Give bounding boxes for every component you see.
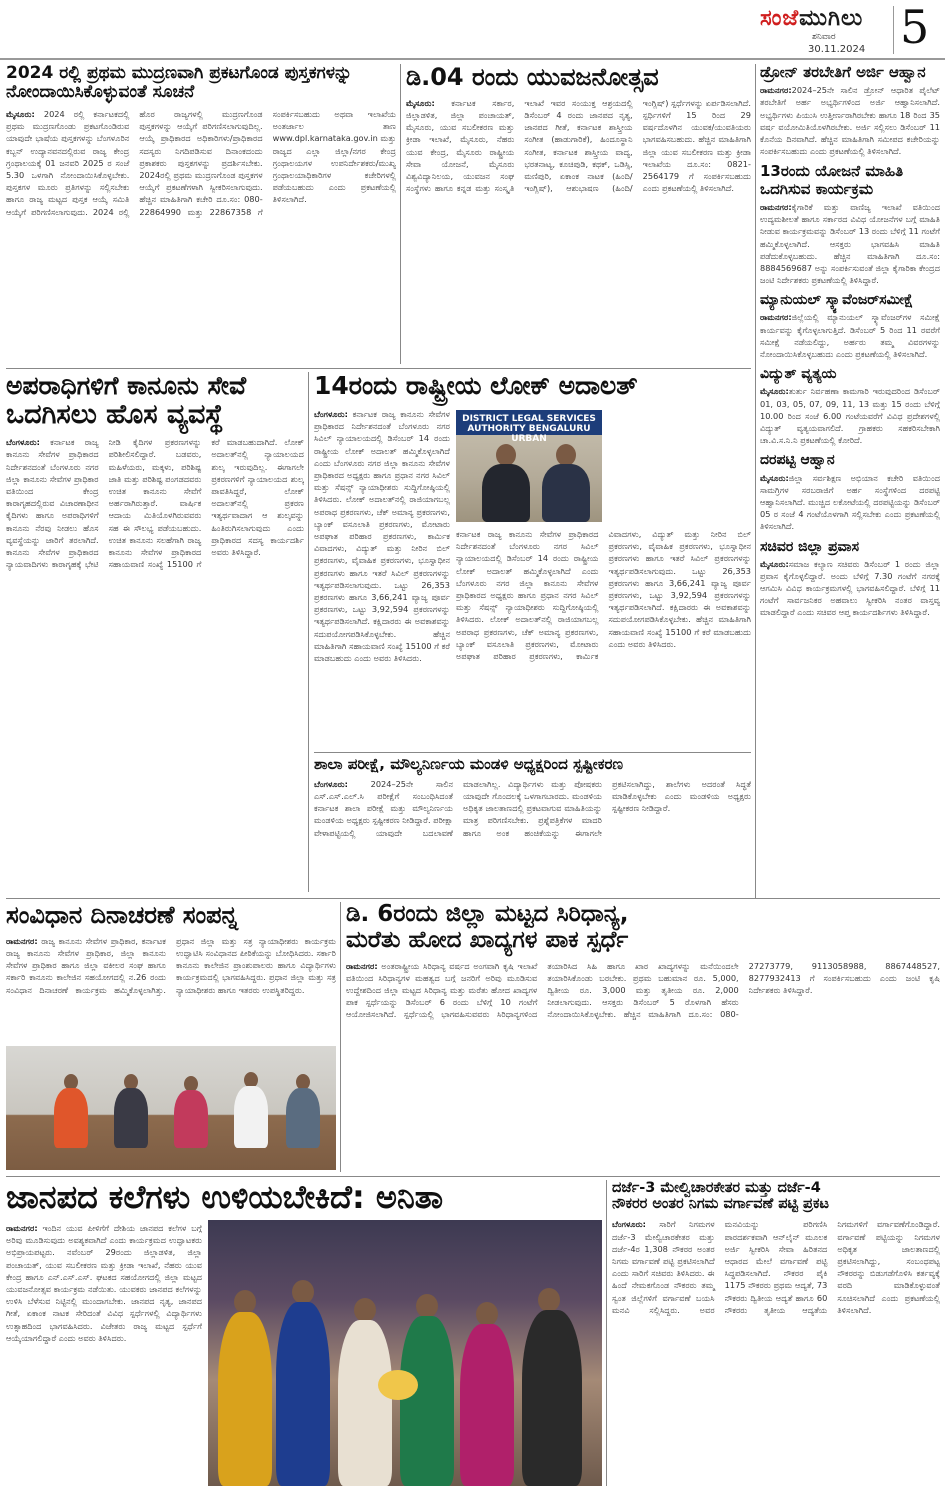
body-text: ಸಾರಿಗೆ ನಿಗಮಗಳ ದರ್ಜೆ-3 ಮೇಲ್ವಿಚಾರಕೇತರ ಮತ್ತು ದರ್ಜೆ-4ರ 1,308 ನೌಕರರ ಅಂತರ ನಿಗಮ ವರ್ಗಾವಣೆ ಪಟ್ಟಿ ಪ್ರಕಟಿಸಲಾಗಿದೆ ಎಂದು ಸಾರಿಗೆ ಸಚಿವರು ತಿಳಿಸಿದರು. ಈ ಹಿಂದೆ ನೇಮಕಗೊಂಡ ನೌಕರರು ತಮ್ಮ ಸ್ವಂತ ಜಿಲ್ಲೆಗಳಿಗೆ ವರ್ಗಾವಣೆ ಬಯಸಿ ಮನವಿ ಸಲ್ಲಿಸಿದ್ದರು. ಅವರ ಮನವಿಯನ್ನು ಪರಿಗಣಿಸಿ ಪಾರದರ್ಶಕವಾಗಿ ಆನ್‌ಲೈನ್ ಮೂಲಕ ಅರ್ಜಿ ಸ್ವೀಕರಿಸಿ ಸೇವಾ ಹಿರಿತನದ ಆಧಾರದ ಮೇಲೆ ವರ್ಗಾವಣೆ ಪಟ್ಟಿ ಸಿದ್ಧಪಡಿಸಲಾಗಿದೆ. ನೌಕರರ ಪೈಕಿ 1175 ನೌಕರರು ಪ್ರಥಮ ಆದ್ಯತೆ, 73 ನೌಕರರು ದ್ವಿತೀಯ ಆದ್ಯತೆ ಹಾಗೂ 60 ನೌಕರರು ತೃತೀಯ ಆದ್ಯತೆಯ ನಿಗಮಗಳಿಗೆ ವರ್ಗಾವಣೆಗೊಂಡಿದ್ದಾರೆ. ವರ್ಗಾವಣೆ ಪಟ್ಟಿಯನ್ನು ನಿಗಮಗಳ ಅಧಿಕೃತ ಜಾಲತಾಣದಲ್ಲಿ ಪ್ರಕಟಿಸಲಾಗಿದ್ದು, ಸಂಬಂಧಪಟ್ಟ ನೌಕರರನ್ನು ಬಿಡುಗಡೆಗೊಳಿಸಿ ಕರ್ತವ್ಯಕ್ಕೆ ವರದಿ ಮಾಡಿಕೊಳ್ಳುವಂತೆ ಸೂಚಿಸಲಾಗಿದೆ ಎಂದು ಪ್ರಕಟಣೆಯಲ್ಲಿ ತಿಳಿಸಲಾಗಿದೆ.: [612, 1219, 940, 1315]
person-head: [496, 444, 516, 466]
dateline: ಬೆಂಗಳೂರು:: [314, 409, 348, 419]
person-head: [538, 1288, 560, 1312]
dateline: ಮೈಸೂರು:: [406, 97, 435, 108]
sidebar-body: ರಾಮನಗರ:ಕೈಗಾರಿಕೆ ಮತ್ತು ವಾಣಿಜ್ಯ ಇಲಾಖೆ ವತಿಯಿಂದ ಉದ್ಯಮಶೀಲತೆ ಹಾಗೂ ಸರ್ಕಾರದ ವಿವಿಧ ಯೋಜನೆಗಳ ಬಗ್ಗೆ ಮಾಹಿತಿ ನೀಡುವ ಕಾರ್ಯಕ್ರಮವನ್ನು ಡಿಸೆಂಬರ್ 13 ರಂದು ಬೆಳಿಗ್ಗೆ 11 ಗಂಟೆಗೆ ಹಮ್ಮಿಕೊಳ್ಳಲಾಗಿದೆ. ಆಸಕ್ತರು ಭಾಗವಹಿಸಿ ಮಾಹಿತಿ ಪಡೆದುಕೊಳ್ಳಬಹುದು. ಹೆಚ್ಚಿನ ಮಾಹಿತಿಗಾಗಿ ದೂ.ಸಂ: 8884569687 ಅನ್ನು ಸಂಪರ್ಕಿಸುವಂತೆ ಜಿಲ್ಲಾ ಕೈಗಾರಿಕಾ ಕೇಂದ್ರದ ಜಂಟಿ ನಿರ್ದೇಶಕರು ಪ್ರಕಟಣೆಯಲ್ಲಿ ತಿಳಿಸಿದ್ದಾರೆ.: [760, 201, 940, 286]
article-body: [406, 97, 751, 357]
person-body: [174, 1090, 208, 1148]
headline-line-1: ಡಿ. 6ರಂದು ಜಿಲ್ಲಾ ಮಟ್ಟದ ಸಿರಿಧಾನ್ಯ,: [346, 902, 629, 927]
dateline: ಬೆಂಗಳೂರು:: [6, 437, 40, 448]
body-text: ರಾಜ್ಯ ಕಾನೂನು ಸೇವೆಗಳ ಪ್ರಾಧಿಕಾರ, ಕರ್ನಾಟಕ ರಾಜ್ಯ ಕಾನೂನು ಸೇವೆಗಳ ಪ್ರಾಧಿಕಾರ, ಜಿಲ್ಲಾ ಕಾನೂನು ಸೇವೆಗಳ ಪ್ರಾಧಿಕಾರ ಹಾಗೂ ಜಿಲ್ಲಾ ವಕೀಲರ ಸಂಘ ಹಾಗೂ ಸರ್ಕಾರಿ ಕಾನೂನು ಕಾಲೇಜಿನ ಸಹಯೋಗದಲ್ಲಿ ನ.26 ರಂದು ಸಂವಿಧಾನ ದಿನಾಚರಣೆ ಕಾರ್ಯಕ್ರಮ ಹಮ್ಮಿಕೊಳ್ಳಲಾಗಿತ್ತು. ಪ್ರಧಾನ ಜಿಲ್ಲಾ ಮತ್ತು ಸತ್ರ ನ್ಯಾಯಾಧೀಶರು ಕಾರ್ಯಕ್ರಮ ಉದ್ಘಾಟಿಸಿ ಸಂವಿಧಾನದ ಪೀಠಿಕೆಯನ್ನು ಬೋಧಿಸಿದರು. ಸರ್ಕಾರಿ ಕಾನೂನು ಕಾಲೇಜಿನ ಪ್ರಾಂಶುಪಾಲರು ಹಾಗೂ ವಿದ್ಯಾರ್ಥಿಗಳು ಕಾರ್ಯಕ್ರಮದಲ್ಲಿ ಭಾಗವಹಿಸಿದ್ದರು. ಪ್ರಧಾನ ಜಿಲ್ಲಾ ಮತ್ತು ಸತ್ರ ನ್ಯಾಯಾಧೀಶರು ಹಾಗೂ ಇತರರು ಉಪಸ್ಥಿತರಿದ್ದರು.: [6, 935, 336, 995]
constitution-day-photo: [6, 1046, 336, 1170]
body-text: 2024–25ನೇ ಸಾಲಿನ ಎಸ್.ಎಸ್.ಎಲ್.ಸಿ ಪರೀಕ್ಷೆಗೆ ಸಂಬಂಧಿಸಿದಂತೆ ಕರ್ನಾಟಕ ಶಾಲಾ ಪರೀಕ್ಷೆ ಮತ್ತು ಮೌಲ್ಯನಿರ್ಣಯ ಮಂಡಳಿಯ ಅಧ್ಯಕ್ಷರು ಸ್ಪಷ್ಟೀಕರಣ ನೀಡಿದ್ದಾರೆ. ಪರೀಕ್ಷಾ ವೇಳಾಪಟ್ಟಿಯಲ್ಲಿ ಯಾವುದೇ ಬದಲಾವಣೆ ಮಾಡಲಾಗಿಲ್ಲ. ವಿದ್ಯಾರ್ಥಿಗಳು ಮತ್ತು ಪೋಷಕರು ಯಾವುದೇ ಗೊಂದಲಕ್ಕೆ ಒಳಗಾಗಬಾರದು. ಮಂಡಳಿಯ ಅಧಿಕೃತ ಜಾಲತಾಣದಲ್ಲಿ ಪ್ರಕಟವಾಗುವ ಮಾಹಿತಿಯನ್ನು ಮಾತ್ರ ಪರಿಗಣಿಸಬೇಕು. ಪ್ರಶ್ನೆಪತ್ರಿಕೆಗಳ ಮಾದರಿ ಹಾಗೂ ಅಂಕ ಹಂಚಿಕೆಯನ್ನು ಈಗಾಗಲೇ ಪ್ರಕಟಿಸಲಾಗಿದ್ದು, ಶಾಲೆಗಳು ಅದರಂತೆ ಸಿದ್ಧತೆ ಮಾಡಿಕೊಳ್ಳಬೇಕು ಎಂದು ಮಂಡಳಿಯ ಅಧ್ಯಕ್ಷರು ಸ್ಪಷ್ಟೀಕರಣ ನೀಡಿದ್ದಾರೆ.: [314, 778, 751, 838]
sidebar-body: ರಾಮನಗರ:2024–25ನೇ ಸಾಲಿನ ಡ್ರೋನ್ ಆಧಾರಿತ ಪೈಲೆಟ್ ತರಬೇತಿಗೆ ಅರ್ಹ ಅಭ್ಯರ್ಥಿಗಳಿಂದ ಅರ್ಜಿ ಆಹ್ವಾನಿಸಲಾಗಿದೆ. ಅಭ್ಯರ್ಥಿಗಳು ಪಿಯುಸಿ ಉತ್ತೀರ್ಣರಾಗಿರಬೇಕು ಹಾಗೂ 18 ರಿಂದ 35 ವರ್ಷ ವಯೋಮಿತಿಯೊಳಗಿರಬೇಕು. ಅರ್ಜಿ ಸಲ್ಲಿಸಲು ಡಿಸೆಂಬರ್ 11 ಕೊನೆಯ ದಿನವಾಗಿದೆ. ಹೆಚ್ಚಿನ ಮಾಹಿತಿಗಾಗಿ ಸಮೀಪದ ಕಚೇರಿಯನ್ನು ಸಂಪರ್ಕಿಸಬಹುದು ಎಂದು ಪ್ರಕಟಣೆಯಲ್ಲಿ ತಿಳಿಸಲಾಗಿದೆ.: [760, 85, 940, 157]
folk-festival-photo: [208, 1220, 602, 1486]
headline-line-2: ಒದಗಿಸಲು ಹೊಸ ವ್ಯವಸ್ಥೆ: [6, 399, 224, 430]
photo-banner: DISTRICT LEGAL SERVICES AUTHORITY BENGALURU URBAN: [456, 410, 602, 435]
masthead-divider: [893, 6, 894, 54]
article-body: [6, 1222, 202, 1484]
dateline: ಬೆಂಗಳೂರು:: [314, 778, 348, 789]
sidebar-headline: 13ರಂದು ಯೋಜನೆ ಮಾಹಿತಿ ಒದಗಿಸುವ ಕಾರ್ಯಕ್ರಮ: [760, 162, 904, 198]
sidebar-headline: ಸಚಿವರ ಜಿಲ್ಲಾ ಪ್ರವಾಸ: [760, 538, 860, 555]
sidebar: [760, 64, 940, 899]
sidebar-headline: ದರಪಟ್ಟಿ ಆಹ್ವಾನ: [760, 452, 835, 469]
person-body: [286, 1088, 320, 1148]
article-body: [612, 1218, 940, 1474]
body-text: ಇಂದಿನ ಯುವ ಪೀಳಿಗೆಗೆ ದೇಶಿಯ ಜಾನಪದ ಕಲೆಗಳ ಬಗ್ಗೆ ಅರಿವು ಮೂಡಿಸುವುದು ಅವಶ್ಯಕವಾಗಿದೆ ಎಂದು ಕಾರ್ಯಕ್ರಮದ ಉದ್ಘಾಟಕರು ಅಭಿಪ್ರಾಯಪಟ್ಟರು. ನವೆಂಬರ್ 29ರಂದು ಜಿಲ್ಲಾಡಳಿತ, ಜಿಲ್ಲಾ ಪಂಚಾಯತ್, ಯುವ ಸಬಲೀಕರಣ ಮತ್ತು ಕ್ರೀಡಾ ಇಲಾಖೆ, ನೆಹರು ಯುವ ಕೇಂದ್ರ ಹಾಗೂ ಎನ್.ಎಸ್.ಎಸ್. ಘಟಕದ ಸಹಯೋಗದಲ್ಲಿ ಜಿಲ್ಲಾ ಮಟ್ಟದ ಯುವಜನೋತ್ಸವ ಕಾರ್ಯಕ್ರಮ ನಡೆಯಿತು. ಯುವಕರು ಜಾನಪದ ಕಲೆಗಳನ್ನು ಉಳಿಸಿ ಬೆಳೆಸುವ ನಿಟ್ಟಿನಲ್ಲಿ ಮುಂದಾಗಬೇಕು. ಜಾನಪದ ನೃತ್ಯ, ಜಾನಪದ ಗೀತೆ, ಏಕಾಂಕ ನಾಟಕ ಸೇರಿದಂತೆ ವಿವಿಧ ಸ್ಪರ್ಧೆಗಳಲ್ಲಿ ವಿದ್ಯಾರ್ಥಿಗಳು ಉತ್ಸಾಹದಿಂದ ಭಾಗವಹಿಸಿದರು. ವಿಜೇತರು ರಾಜ್ಯ ಮಟ್ಟದ ಸ್ಪರ್ಧೆಗೆ ಆಯ್ಕೆಯಾಗಲಿದ್ದಾರೆ ಎಂದು ಅವರು ತಿಳಿಸಿದರು.: [6, 1223, 202, 1343]
brand-part-1: ಸಂಜೆ: [760, 6, 800, 31]
article-book-registration: [6, 64, 396, 364]
person-body: [276, 1302, 330, 1486]
dateline: ರಾಮನಗರ:: [6, 935, 38, 946]
headline: 14ರಂದು ರಾಷ್ಟ್ರೀಯ ಲೋಕ್ ಅದಾಲತ್: [314, 372, 638, 400]
article-exam-board: [314, 756, 751, 894]
masthead-rule: [0, 58, 945, 60]
dateline: ಬೆಂಗಳೂರು:: [612, 1219, 646, 1230]
body-text: ಕರ್ನಾಟಕ ರಾಜ್ಯ ಕಾನೂನು ಸೇವೆಗಳ ಪ್ರಾಧಿಕಾರದ ನಿರ್ದೇಶನದಂತೆ ಬೆಂಗಳೂರು ನಗರ ಸಿವಿಲ್ ನ್ಯಾಯಾಲಯದಲ್ಲಿ ಡಿಸೆಂಬರ್ 14 ರಂದು ರಾಷ್ಟ್ರೀಯ ಲೋಕ್ ಅದಾಲತ್ ಹಮ್ಮಿಕೊಳ್ಳಲಾಗಿದೆ ಎಂದು ಬೆಂಗಳೂರು ನಗರ ಜಿಲ್ಲಾ ಕಾನೂನು ಸೇವೆಗಳ ಪ್ರಾಧಿಕಾರದ ಅಧ್ಯಕ್ಷರು ಹಾಗೂ ಪ್ರಧಾನ ನಗರ ಸಿವಿಲ್ ಮತ್ತು ಸೆಷನ್ಸ್ ನ್ಯಾಯಾಧೀಶರು ಸುದ್ದಿಗೋಷ್ಠಿಯಲ್ಲಿ ತಿಳಿಸಿದರು. ಲೋಕ್ ಅದಾಲತ್‌ನಲ್ಲಿ ರಾಜಿಯಾಗಬಲ್ಲ ಅಪರಾಧ ಪ್ರಕರಣಗಳು, ಚೆಕ್ ಅಮಾನ್ಯ ಪ್ರಕರಣಗಳು, ಬ್ಯಾಂಕ್ ವಸೂಲಾತಿ ಪ್ರಕರಣಗಳು, ಮೋಟಾರು ಅಪಘಾತ ಪರಿಹಾರ ಪ್ರಕರಣಗಳು, ಕಾರ್ಮಿಕ ವಿವಾದಗಳು, ವಿದ್ಯುತ್ ಮತ್ತು ನೀರಿನ ಬಿಲ್ ಪ್ರಕರಣಗಳು, ವೈವಾಹಿಕ ಪ್ರಕರಣಗಳು, ಭೂಸ್ವಾಧೀನ ಪ್ರಕರಣಗಳು ಹಾಗೂ ಇತರೆ ಸಿವಿಲ್ ಪ್ರಕರಣಗಳನ್ನು ಇತ್ಯರ್ಥಪಡಿಸಲಾಗುವುದು. ಒಟ್ಟು 26,353 ಪ್ರಕರಣಗಳು ಹಾಗೂ 3,66,241 ವ್ಯಾಜ್ಯ ಪೂರ್ವ ಪ್ರಕರಣಗಳು, ಒಟ್ಟು 3,92,594 ಪ್ರಕರಣಗಳನ್ನು ಇತ್ಯರ್ಥಪಡಿಸಲಾಗಿದೆ. ಕಕ್ಷಿದಾರರು ಈ ಅವಕಾಶವನ್ನು ಸದುಪಯೋಗಪಡಿಸಿಕೊಳ್ಳಬೇಕು. ಹೆಚ್ಚಿನ ಮಾಹಿತಿಗಾಗಿ ಸಹಾಯವಾಣಿ ಸಂಖ್ಯೆ 15100 ಗೆ ಕರೆ ಮಾಡಬಹುದು ಎಂದು ಅವರು ತಿಳಿಸಿದರು.: [456, 529, 751, 662]
headline-line-2: ನೌಕರರ ಅಂತರ ನಿಗಮ ವರ್ಗಾವಣೆ ಪಟ್ಟಿ ಪ್ರಕಟ: [612, 1196, 829, 1213]
issue-day: ಶನಿವಾರ: [812, 32, 836, 42]
section-rule: [6, 368, 751, 369]
section-rule: [6, 1176, 940, 1177]
page-number: 5: [900, 0, 930, 54]
dateline: ಮೈಸೂರು:: [6, 109, 35, 120]
headline: ಜಾನಪದ ಕಲೆಗಳು ಉಳಿಯಬೇಕಿದೆ: ಅನಿತಾ: [6, 1180, 444, 1216]
section-rule: [6, 898, 940, 899]
person-head: [292, 1280, 314, 1304]
sidebar-body: ಮೈಸೂರು:ಸಮಾಜ ಕಲ್ಯಾಣ ಸಚಿವರು ಡಿಸೆಂಬರ್ 1 ರಂದು ಜಿಲ್ಲಾ ಪ್ರವಾಸ ಕೈಗೊಳ್ಳಲಿದ್ದಾರೆ. ಅಂದು ಬೆಳಿಗ್ಗೆ 7.30 ಗಂಟೆಗೆ ನಗರಕ್ಕೆ ಆಗಮಿಸಿ ವಿವಿಧ ಕಾರ್ಯಕ್ರಮಗಳಲ್ಲಿ ಭಾಗವಹಿಸಲಿದ್ದಾರೆ. ಬೆಳಿಗ್ಗೆ 11 ಗಂಟೆಗೆ ಸಾರ್ವಜನಿಕರ ಅಹವಾಲು ಸ್ವೀಕರಿಸಿ ನಂತರ ವಾಸ್ತವ್ಯ ಮಾಡಲಿದ್ದಾರೆ ಎಂದು ಸಚಿವರ ಆಪ್ತ ಕಾರ್ಯದರ್ಶಿಗಳು ತಿಳಿಸಿದ್ದಾರೆ.: [760, 558, 940, 618]
article-body: [314, 778, 751, 888]
sidebar-body: ರಾಮನಗರ:ಜಿಲ್ಲೆಯಲ್ಲಿ ಮ್ಯಾನುಯಲ್ ಸ್ಕ್ಯಾವೆಂಜರ್‌ಗಳ ಸಮೀಕ್ಷೆ ಕಾರ್ಯವನ್ನು ಕೈಗೊಳ್ಳಲಾಗುತ್ತಿದೆ. ಡಿಸೆಂಬರ್ 5 ರಿಂದ 11 ರವರೆಗೆ ಸಮೀಕ್ಷೆ ನಡೆಯಲಿದ್ದು, ಅರ್ಹರು ತಮ್ಮ ವಿವರಗಳನ್ನು ನೋಂದಾಯಿಸಿಕೊಳ್ಳಬಹುದು ಎಂದು ಪ್ರಕಟಣೆಯಲ್ಲಿ ತಿಳಿಸಲಾಗಿದೆ.: [760, 312, 940, 360]
headline-line-1: ದರ್ಜೆ-3 ಮೇಲ್ವಿಚಾರಕೇತರ ಮತ್ತು ದರ್ಜೆ-4: [612, 1180, 821, 1196]
headline: ಡಿ.04 ರಂದು ಯುವಜನೋತ್ಸವ: [406, 64, 659, 91]
masthead: [0, 0, 945, 60]
sidebar-headline: ಮ್ಯಾನುಯಲ್ ಸ್ಕ್ಯಾವೆಂಜರ್‌ಸಮೀಕ್ಷೆ: [760, 292, 914, 309]
body-text: ಅಂತರಾಷ್ಟ್ರೀಯ ಸಿರಿಧಾನ್ಯ ವರ್ಷದ ಅಂಗವಾಗಿ ಕೃಷಿ ಇಲಾಖೆ ವತಿಯಿಂದ ಸಿರಿಧಾನ್ಯಗಳ ಮಹತ್ವದ ಬಗ್ಗೆ ಜನರಿಗೆ ಅರಿವು ಮೂಡಿಸುವ ಉದ್ದೇಶದಿಂದ ಜಿಲ್ಲಾ ಮಟ್ಟದ ಸಿರಿಧಾನ್ಯ ಮತ್ತು ಮರೆತು ಹೋದ ಖಾದ್ಯಗಳ ಪಾಕ ಸ್ಪರ್ಧೆಯನ್ನು ಡಿಸೆಂಬರ್ 6 ರಂದು ಬೆಳಿಗ್ಗೆ 10 ಗಂಟೆಗೆ ಆಯೋಜಿಸಲಾಗಿದೆ. ಸ್ಪರ್ಧೆಯಲ್ಲಿ ಭಾಗವಹಿಸುವವರು ಸಿರಿಧಾನ್ಯಗಳಿಂದ ತಯಾರಿಸಿದ ಸಿಹಿ ಹಾಗೂ ಖಾರ ಖಾದ್ಯಗಳನ್ನು ಮನೆಯಿಂದಲೇ ತಯಾರಿಸಿಕೊಂಡು ಬರಬೇಕು. ಪ್ರಥಮ ಬಹುಮಾನ ರೂ. 5,000, ದ್ವಿತೀಯ ರೂ. 3,000 ಮತ್ತು ತೃತೀಯ ರೂ. 2,000 ನೀಡಲಾಗುವುದು. ಆಸಕ್ತರು ಡಿಸೆಂಬರ್ 5 ರೊಳಗಾಗಿ ಹೆಸರು ನೋಂದಾಯಿಸಿಕೊಳ್ಳಬೇಕು. ಹೆಚ್ಚಿನ ಮಾಹಿತಿಗಾಗಿ ದೂ.ಸಂ: 080-27273779, 9113058988, 8867448527, 8277932413 ಗೆ ಸಂಪರ್ಕಿಸಬಹುದು ಎಂದು ಜಂಟಿ ಕೃಷಿ ನಿರ್ದೇಶಕರು ತಿಳಿಸಿದ್ದಾರೆ.: [346, 960, 940, 1020]
article-body: [6, 935, 336, 1039]
sidebar-headline: ವಿದ್ಯುತ್ ವ್ಯತ್ಯಯ: [760, 366, 837, 383]
issue-date: 30.11.2024: [808, 44, 866, 55]
article-body: [346, 960, 940, 1152]
person-body: [54, 1088, 88, 1148]
body-text: ಕರ್ನಾಟಕ ರಾಜ್ಯ ಕಾನೂನು ಸೇವೆಗಳ ಪ್ರಾಧಿಕಾರದ ನಿರ್ದೇಶನದಂತೆ ಬೆಂಗಳೂರು ನಗರ ಸಿವಿಲ್ ನ್ಯಾಯಾಲಯದಲ್ಲಿ ಡಿಸೆಂಬರ್ 14 ರಂದು ರಾಷ್ಟ್ರೀಯ ಲೋಕ್ ಅದಾಲತ್ ಹಮ್ಮಿಕೊಳ್ಳಲಾಗಿದೆ ಎಂದು ಬೆಂಗಳೂರು ನಗರ ಜಿಲ್ಲಾ ಕಾನೂನು ಸೇವೆಗಳ ಪ್ರಾಧಿಕಾರದ ಅಧ್ಯಕ್ಷರು ಹಾಗೂ ಪ್ರಧಾನ ನಗರ ಸಿವಿಲ್ ಮತ್ತು ಸೆಷನ್ಸ್ ನ್ಯಾಯಾಧೀಶರು ಸುದ್ದಿಗೋಷ್ಠಿಯಲ್ಲಿ ತಿಳಿಸಿದರು. ಲೋಕ್ ಅದಾಲತ್‌ನಲ್ಲಿ ರಾಜಿಯಾಗಬಲ್ಲ ಅಪರಾಧ ಪ್ರಕರಣಗಳು, ಚೆಕ್ ಅಮಾನ್ಯ ಪ್ರಕರಣಗಳು, ಬ್ಯಾಂಕ್ ವಸೂಲಾತಿ ಪ್ರಕರಣಗಳು, ಮೋಟಾರು ಅಪಘಾತ ಪರಿಹಾರ ಪ್ರಕರಣಗಳು, ಕಾರ್ಮಿಕ ವಿವಾದಗಳು, ವಿದ್ಯುತ್ ಮತ್ತು ನೀರಿನ ಬಿಲ್ ಪ್ರಕರಣಗಳು, ವೈವಾಹಿಕ ಪ್ರಕರಣಗಳು, ಭೂಸ್ವಾಧೀನ ಪ್ರಕರಣಗಳು ಹಾಗೂ ಇತರೆ ಸಿವಿಲ್ ಪ್ರಕರಣಗಳನ್ನು ಇತ್ಯರ್ಥಪಡಿಸಲಾಗುವುದು. ಒಟ್ಟು 26,353 ಪ್ರಕರಣಗಳು ಹಾಗೂ 3,66,241 ವ್ಯಾಜ್ಯ ಪೂರ್ವ ಪ್ರಕರಣಗಳು, ಒಟ್ಟು 3,92,594 ಪ್ರಕರಣಗಳನ್ನು ಇತ್ಯರ್ಥಪಡಿಸಲಾಗಿದೆ. ಕಕ್ಷಿದಾರರು ಈ ಅವಕಾಶವನ್ನು ಸದುಪಯೋಗಪಡಿಸಿಕೊಳ್ಳಬೇಕು. ಹೆಚ್ಚಿನ ಮಾಹಿತಿಗಾಗಿ ಸಹಾಯವಾಣಿ ಸಂಖ್ಯೆ 15100 ಗೆ ಕರೆ ಮಾಡಬಹುದು ಎಂದು ಅವರು ತಿಳಿಸಿದರು.: [314, 409, 450, 664]
article-body-continued: [456, 528, 751, 748]
article-body: [6, 108, 396, 344]
article-legal-services-prisoners: [6, 372, 304, 892]
dateline: ರಾಮನಗರ:: [346, 960, 378, 971]
column-rule: [340, 902, 341, 1172]
column-rule: [606, 1180, 607, 1486]
article-youth-festival: [406, 64, 751, 364]
article-millet-cooking-contest: [346, 902, 940, 1172]
person-head: [354, 1298, 376, 1322]
person-body: [460, 1324, 514, 1486]
column-rule: [308, 372, 309, 892]
dateline: ರಾಮನಗರ:: [6, 1223, 38, 1233]
article-transport-transfers: [612, 1180, 940, 1486]
person-head: [556, 444, 576, 466]
person-body: [114, 1088, 148, 1148]
person-head: [234, 1290, 256, 1314]
body-text: ಕರ್ನಾಟಕ ರಾಜ್ಯ ಕಾನೂನು ಸೇವೆಗಳ ಪ್ರಾಧಿಕಾರದ ನಿರ್ದೇಶನದಂತೆ ಬೆಂಗಳೂರು ನಗರ ಜಿಲ್ಲಾ ಕಾನೂನು ಸೇವೆಗಳ ಪ್ರಾಧಿಕಾರ ವತಿಯಿಂದ ಕೇಂದ್ರ ಕಾರಾಗೃಹದಲ್ಲಿರುವ ವಿಚಾರಣಾಧೀನ ಕೈದಿಗಳು ಹಾಗೂ ಅಪರಾಧಿಗಳಿಗೆ ಕಾನೂನು ನೆರವು ನೀಡಲು ಹೊಸ ವ್ಯವಸ್ಥೆಯನ್ನು ಜಾರಿಗೆ ತರಲಾಗಿದೆ. ಕಾನೂನು ಸೇವೆಗಳ ಪ್ರಾಧಿಕಾರದ ನ್ಯಾಯವಾದಿಗಳು ಕಾರಾಗೃಹಕ್ಕೆ ಭೇಟಿ ನೀಡಿ ಕೈದಿಗಳ ಪ್ರಕರಣಗಳನ್ನು ಪರಿಶೀಲಿಸಲಿದ್ದಾರೆ. ಬಡವರು, ಮಹಿಳೆಯರು, ಮಕ್ಕಳು, ಪರಿಶಿಷ್ಟ ಜಾತಿ ಮತ್ತು ಪರಿಶಿಷ್ಟ ಪಂಗಡದವರು ಉಚಿತ ಕಾನೂನು ಸೇವೆಗೆ ಅರ್ಹರಾಗಿರುತ್ತಾರೆ. ವಾರ್ಷಿಕ ಆದಾಯ ಮಿತಿಯೊಳಗಿರುವವರು ಸಹ ಈ ಸೌಲಭ್ಯ ಪಡೆಯಬಹುದು. ಉಚಿತ ಕಾನೂನು ಸಲಹೆಗಾಗಿ ರಾಜ್ಯ ಕಾನೂನು ಸೇವೆಗಳ ಪ್ರಾಧಿಕಾರದ ಸಹಾಯವಾಣಿ ಸಂಖ್ಯೆ 15100 ಗೆ ಕರೆ ಮಾಡಬಹುದಾಗಿದೆ. ಲೋಕ್ ಅದಾಲತ್‌ನಲ್ಲಿ ನ್ಯಾಯಾಲಯದ ಶುಲ್ಕ ಇರುವುದಿಲ್ಲ. ಈಗಾಗಲೇ ಪ್ರಕರಣಗಳಿಗೆ ನ್ಯಾಯಾಲಯದ ಶುಲ್ಕ ಪಾವತಿಸಿದ್ದರೆ, ಲೋಕ್ ಅದಾಲತ್‌ನಲ್ಲಿ ಪ್ರಕರಣ ಇತ್ಯರ್ಥವಾದಾಗ ಆ ಶುಲ್ಕವನ್ನು ಹಿಂತಿರುಗಿಸಲಾಗುವುದು ಎಂದು ಪ್ರಾಧಿಕಾರದ ಸದಸ್ಯ ಕಾರ್ಯದರ್ಶಿ ಅವರು ತಿಳಿಸಿದ್ದಾರೆ.: [6, 437, 304, 570]
sidebar-body: ಮೈಸೂರು:ಜಿಲ್ಲಾ ಸರ್ವಶಿಕ್ಷಣ ಅಭಿಯಾನ ಕಚೇರಿ ವತಿಯಿಂದ ಸಾಮಗ್ರಿಗಳ ಸರಬರಾಜಿಗೆ ಅರ್ಹ ಸಂಸ್ಥೆಗಳಿಂದ ದರಪಟ್ಟಿ ಆಹ್ವಾನಿಸಲಾಗಿದೆ. ಮುಚ್ಚಿದ ಲಕೋಟೆಯಲ್ಲಿ ದರಪಟ್ಟಿಯನ್ನು ಡಿಸೆಂಬರ್ 05 ರ ಸಂಜೆ 4 ಗಂಟೆಯೊಳಗಾಗಿ ಸಲ್ಲಿಸಬೇಕು ಎಂದು ಪ್ರಕಟಣೆಯಲ್ಲಿ ತಿಳಿಸಲಾಗಿದೆ.: [760, 472, 940, 532]
person-body: [218, 1312, 272, 1486]
lamp-flowers: [378, 1370, 418, 1400]
headline: ಶಾಲಾ ಪರೀಕ್ಷೆ, ಮೌಲ್ಯನಿರ್ಣಯ ಮಂಡಳಿ ಅಧ್ಯಕ್ಷರಿಂದ ಸ್ಪಷ್ಟೀಕರಣ: [314, 756, 624, 773]
body-text: 2024 ರಲ್ಲಿ ಕರ್ನಾಟಕದಲ್ಲಿ ಪ್ರಥಮ ಮುದ್ರಣಗೊಂಡು ಪ್ರಕಟಗೊಂಡಿರುವ ಯಾವುದೇ ಭಾಷೆಯ ಪುಸ್ತಕಗಳನ್ನು ಬೆಂಗಳೂರಿನ ಕಬ್ಬನ್ ಉದ್ಯಾನವನದಲ್ಲಿರುವ ರಾಜ್ಯ ಕೇಂದ್ರ ಗ್ರಂಥಾಲಯಕ್ಕೆ 01 ಜನವರಿ 2025 ರ ಸಂಜೆ 5.30 ಒಳಗಾಗಿ ನೋಂದಾಯಿಸಿಕೊಳ್ಳಬೇಕು. ಪುಸ್ತಕಗಳ ಮೂರು ಪ್ರತಿಗಳನ್ನು ಸಲ್ಲಿಸಬೇಕು ಹಾಗೂ ರಾಜ್ಯ ಮಟ್ಟದ ಪುಸ್ತಕ ಆಯ್ಕೆ ಸಮಿತಿ ಆಯ್ಕೆಗೆ ಪರಿಗಣಿಸಲಾಗುವುದು. 2024 ರಲ್ಲಿ ಹೊರ ರಾಜ್ಯಗಳಲ್ಲಿ ಮುದ್ರಣಗೊಂಡ ಪುಸ್ತಕಗಳನ್ನು ಆಯ್ಕೆಗೆ ಪರಿಗಣಿಸಲಾಗುವುದಿಲ್ಲ. ಆಯ್ಕೆ ಪ್ರಾಧಿಕಾರದ ಅಧಿಕಾರಿಗಳು/ಪ್ರಾಧಿಕಾರದ ಸದಸ್ಯರು ನಿಗದಿಪಡಿಸುವ ದಿನಾಂಕದಂದು ಪ್ರಕಾಶಕರು ಪುಸ್ತಕಗಳನ್ನು ಪ್ರದರ್ಶಿಸಬೇಕು. 2024ರಲ್ಲಿ ಪ್ರಥಮ ಮುದ್ರಣಗೊಂಡ ಪುಸ್ತಕಗಳ ಆಯ್ಕೆಗೆ ಪ್ರಕಟಣೆಗಳಾಗಿ ಸ್ವೀಕರಿಸಲಾಗುವುದು. ಹೆಚ್ಚಿನ ಮಾಹಿತಿಗಾಗಿ ಕಚೇರಿ ದೂ.ಸಂ: 080-22864990 ಮತ್ತು 22867358 ಗೆ ಸಂಪರ್ಕಿಸಬಹುದು ಅಥವಾ ಇಲಾಖೆಯ ಅಂತರ್ಜಾಲ ತಾಣ www.dpl.karnataka.gov.in ಮತ್ತು ರಾಜ್ಯದ ಎಲ್ಲಾ ಜಿಲ್ಲಾ/ನಗರ ಕೇಂದ್ರ ಗ್ರಂಥಾಲಯಗಳ ಉಪನಿರ್ದೇಶಕರು/ಮುಖ್ಯ ಗ್ರಂಥಾಲಯಾಧಿಕಾರಿಗಳ ಕಚೇರಿಗಳಲ್ಲಿ ಪಡೆಯಬಹುದು ಎಂದು ಪ್ರಕಟಣೆಯಲ್ಲಿ ತಿಳಿಸಲಾಗಿದೆ.: [6, 109, 396, 217]
section-rule: [314, 752, 751, 753]
person-body: [338, 1320, 392, 1486]
sidebar-headline: ಡ್ರೋನ್ ತರಬೇತಿಗೆ ಅರ್ಜಿ ಆಹ್ವಾನ: [760, 64, 926, 81]
person-body: [522, 1310, 582, 1486]
sidebar-rule: [755, 64, 756, 899]
person-body: [400, 1316, 454, 1486]
press-meet-photo: [456, 410, 602, 522]
headline: 2024 ರಲ್ಲಿ ಪ್ರಥಮ ಮುದ್ರಣವಾಗಿ ಪ್ರಕಟಗೊಂಡ ಪುಸ್ತಕಗಳನ್ನು ನೋಂದಾಯಿಸಿಕೊಳ್ಳುವಂತೆ ಸೂಚನೆ: [6, 64, 353, 103]
person-head: [416, 1294, 438, 1318]
brand-part-2: ಮುಗಿಲು: [799, 6, 864, 31]
person-body: [234, 1086, 268, 1148]
headline: ಸಂವಿಧಾನ ದಿನಾಚರಣೆ ಸಂಪನ್ನ: [6, 902, 239, 929]
person-body: [542, 464, 590, 522]
article-body: [6, 436, 304, 876]
person-body: [482, 464, 530, 522]
headline-line-1: ಅಪರಾಧಿಗಳಿಗೆ ಕಾನೂನು ಸೇವೆ: [6, 372, 247, 400]
body-text: ಕರ್ನಾಟಕ ಸರ್ಕಾರ, ಜಿಲ್ಲಾಡಳಿತ, ಜಿಲ್ಲಾ ಪಂಚಾಯತ್, ಮೈಸೂರು, ಯುವ ಸಬಲೀಕರಣ ಮತ್ತು ಕ್ರೀಡಾ ಇಲಾಖೆ, ಮೈಸೂರು, ನೆಹರು ಯುವ ಕೇಂದ್ರ, ಮೈಸೂರು ರಾಷ್ಟ್ರೀಯ ಸೇವಾ ಯೋಜನೆ, ಮೈಸೂರು ವಿಶ್ವವಿದ್ಯಾನಿಲಯ, ಯುವಜನ ಸಂಘ ಸಂಸ್ಥೆಗಳು ಹಾಗೂ ಕನ್ನಡ ಮತ್ತು ಸಂಸ್ಕೃತಿ ಇಲಾಖೆ ಇವರ ಸಂಯುಕ್ತ ಆಶ್ರಯದಲ್ಲಿ ಡಿಸೆಂಬರ್ 4 ರಂದು ಜಾನಪದ ನೃತ್ಯ, ಜಾನಪದ ಗೀತೆ, ಕರ್ನಾಟಕ ಶಾಸ್ತ್ರೀಯ ಸಂಗೀತ (ಹಾಡುಗಾರಿಕೆ), ಹಿಂದೂಸ್ಥಾನಿ ಸಂಗೀತ, ಕರ್ನಾಟಕ ಶಾಸ್ತ್ರೀಯ ವಾದ್ಯ, ಭರತನಾಟ್ಯ, ಕೂಚಿಪುಡಿ, ಕಥಕ್, ಒಡಿಸ್ಸಿ, ಮಣಿಪುರಿ, ಏಕಾಂಕ ನಾಟಕ (ಹಿಂದಿ/ಇಂಗ್ಲಿಷ್), ಆಶುಭಾಷಣ (ಹಿಂದಿ/ಇಂಗ್ಲಿಷ್) ಸ್ಪರ್ಧೆಗಳನ್ನು ಏರ್ಪಡಿಸಲಾಗಿದೆ. ಸ್ಪರ್ಧಿಗಳಿಗೆ 15 ರಿಂದ 29 ವರ್ಷದೊಳಗಿನ ಯುವಕ/ಯುವತಿಯರು ಭಾಗವಹಿಸಬಹುದು. ಹೆಚ್ಚಿನ ಮಾಹಿತಿಗಾಗಿ ಜಿಲ್ಲಾ ಯುವ ಸಬಲೀಕರಣ ಮತ್ತು ಕ್ರೀಡಾ ಇಲಾಖೆಯ ದೂ.ಸಂ: 0821-2564179 ಗೆ ಸಂಪರ್ಕಿಸಬಹುದು ಎಂದು ಪ್ರಕಟಣೆಯಲ್ಲಿ ತಿಳಿಸಲಾಗಿದೆ.: [406, 97, 751, 194]
sidebar-body: ಮೈಸೂರು:ತುರ್ತು ನಿರ್ವಹಣಾ ಕಾಮಗಾರಿ ಇರುವುದರಿಂದ ಡಿಸೆಂಬರ್ 01, 03, 05, 07, 09, 11, 13 ಮತ್ತು 15 ರಂದು ಬೆಳಿಗ್ಗೆ 10.00 ರಿಂದ ಸಂಜೆ 6.00 ಗಂಟೆಯವರೆಗೆ ವಿವಿಧ ಪ್ರದೇಶಗಳಲ್ಲಿ ವಿದ್ಯುತ್ ವ್ಯತ್ಯಯವಾಗಲಿದೆ. ಗ್ರಾಹಕರು ಸಹಕರಿಸಬೇಕಾಗಿ ಚಾ.ವಿ.ಸ.ನಿ.ನಿ ಪ್ರಕಟಣೆಯಲ್ಲಿ ಕೋರಿದೆ.: [760, 386, 940, 446]
article-body-col-1: [314, 408, 450, 748]
column-rule: [400, 64, 401, 364]
person-head: [476, 1302, 498, 1326]
newspaper-brand: [760, 6, 863, 31]
headline-line-2: ಮರೆತು ಹೋದ ಖಾದ್ಯಗಳ ಪಾಕ ಸ್ಪರ್ಧೆ: [346, 926, 629, 953]
